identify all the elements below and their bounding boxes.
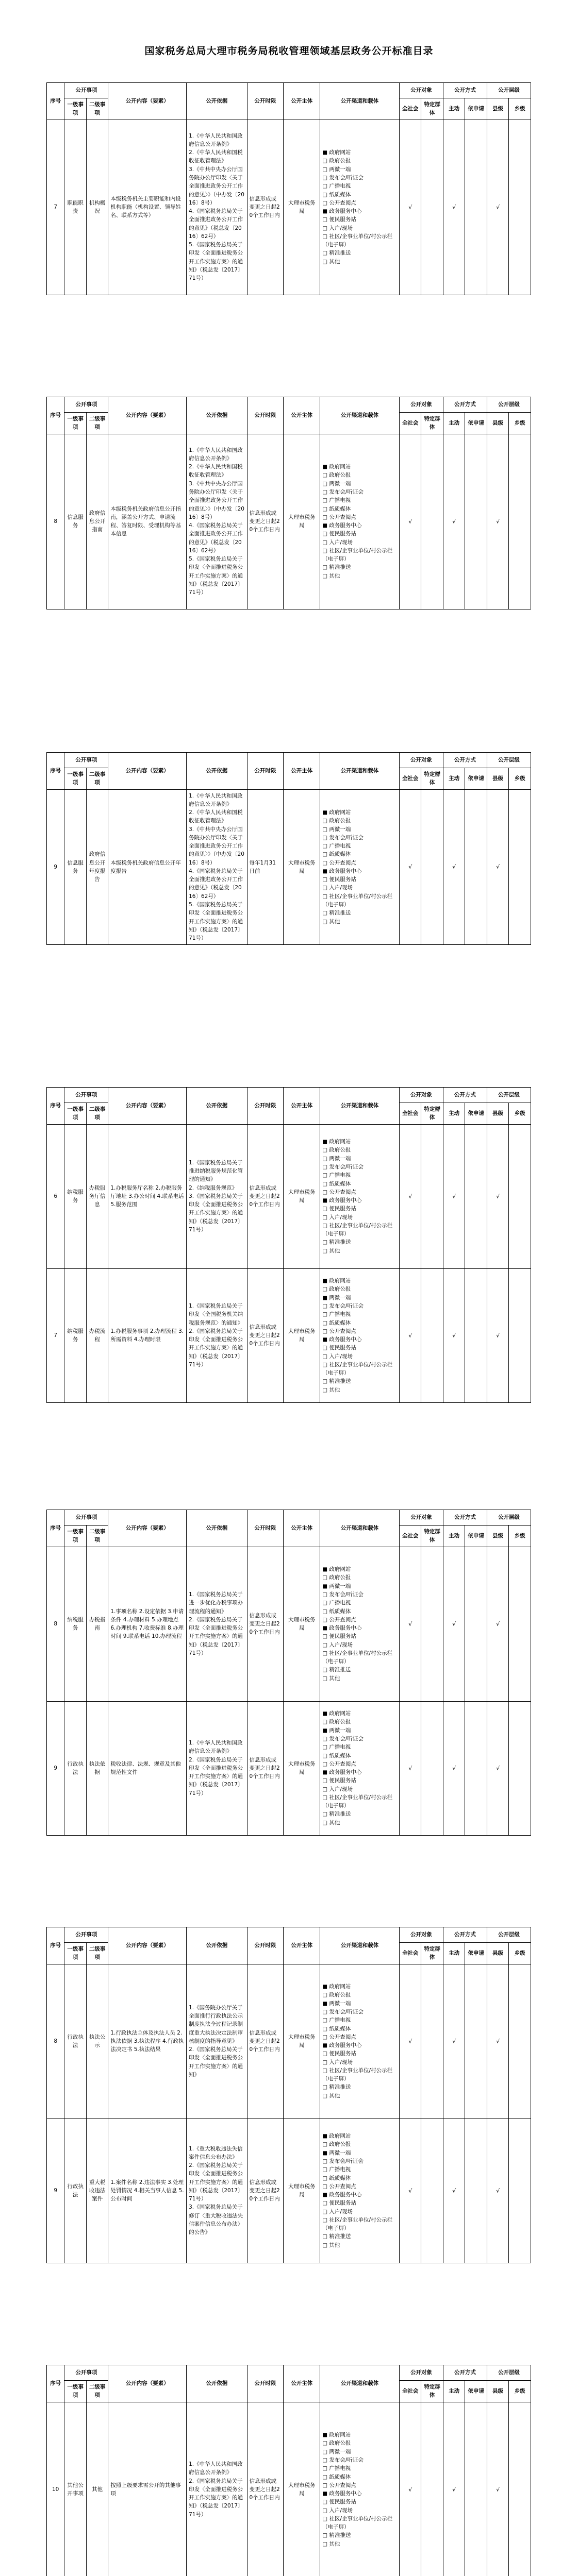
lvl2-header: 二级事项: [86, 1103, 108, 1125]
table-row: [47, 1268, 531, 1402]
subject-cell: 大理市税务局: [284, 1268, 320, 1402]
check-mark: [509, 789, 531, 945]
target-all-header: 全社会: [399, 1943, 421, 1964]
target-header: 公开对象: [399, 397, 443, 413]
table-row: [47, 120, 531, 295]
content-cell: 1.行政执法主体及执法人员 2.执法依据 3.执法程序 4.行政执法决定书 5.执法结果: [108, 1964, 187, 2119]
lvl2-cell: 办税指南: [86, 1547, 108, 1701]
check-mark: [465, 1268, 487, 1402]
level-header: 公开层级: [487, 1088, 531, 1103]
check-mark: [421, 1547, 443, 1701]
check-mark: [509, 2402, 531, 2576]
item-header: 公开事项: [64, 1927, 108, 1943]
check-mark: [465, 2119, 487, 2263]
header-row: [47, 83, 531, 98]
table-row: [47, 2119, 531, 2263]
lvl2-header: 二级事项: [86, 2381, 108, 2402]
basis-cell: 1.《重大税收违法失信案件信息公布办法》 2.《国家税务总局关于印发〈全面推进税务公开工作实施方案〉的通知》（税总发〔2017〕71号） 3.《国家税务总局关于修订〈重大税收违法失信案件信息公布办法〉的公告》: [187, 2119, 247, 2263]
content-header: 公开内容（要素）: [108, 2365, 187, 2402]
check-mark: [421, 2402, 443, 2576]
lvl1-cell: 信息服务: [64, 789, 86, 945]
seq-header: 序号: [47, 1927, 64, 1964]
channel-cell: ■ 政府网站 □ 政府公报 ■ 两微一端 □ 发布会/听证会 □ 广播电视 □ 纸质媒体 □ 公开查阅点 ■ 政务服务中心 □ 便民服务站 □ 入户/现场 □ 社区/企事业单位/村公示栏（电子屏） □ 精准推送 □ 其他: [320, 1701, 400, 1835]
check-mark: √: [399, 2119, 421, 2263]
subject-cell: 大理市税务局: [284, 1964, 320, 2119]
level-header: 公开层级: [487, 397, 531, 413]
target-all-header: 全社会: [399, 1526, 421, 1547]
lvl2-cell: 政府信息公开指南: [86, 434, 108, 609]
check-mark: √: [487, 2402, 508, 2576]
item-header: 公开事项: [64, 397, 108, 413]
seq-cell: 8: [47, 1547, 64, 1701]
target-header: 公开对象: [399, 1088, 443, 1103]
channel-cell: ■ 政府网站 □ 政府公报 ■ 两微一端 □ 发布会/听证会 □ 广播电视 □ 纸质媒体 □ 公开查阅点 ■ 政务服务中心 □ 便民服务站 □ 入户/现场 □ 社区/企事业单位/村公示栏（电子屏） □ 精准推送 □ 其他: [320, 1964, 400, 2119]
check-mark: √: [399, 1964, 421, 2119]
time-cell: 信息形成或变更之日起20个工作日内: [247, 434, 284, 609]
lvl1-header: 一级事项: [64, 2381, 86, 2402]
basis-cell: 1.《国务院办公厅关于全面推行行政执法公示制度执法全过程记录制度重大执法决定法制审核制度的指导意见》 2.《国家税务总局关于印发〈全面推进税务公开工作实施方案〉的通知》: [187, 1964, 247, 2119]
check-mark: √: [399, 1547, 421, 1701]
seq-header: 序号: [47, 2365, 64, 2402]
time-header: 公开时限: [247, 1088, 284, 1125]
target-specific-header: 特定群体: [421, 1103, 443, 1125]
mode-apply-header: 依申请: [465, 2381, 487, 2402]
target-header: 公开对象: [399, 753, 443, 768]
level-county-header: 县级: [487, 2381, 508, 2402]
lvl1-header: 一级事项: [64, 1943, 86, 1964]
lvl2-cell: 办税流程: [86, 1268, 108, 1402]
header-row: [47, 1510, 531, 1526]
catalog-table: [46, 1087, 531, 1403]
check-mark: √: [443, 1964, 465, 2119]
time-header: 公开时限: [247, 1927, 284, 1964]
mode-active-header: 主动: [443, 1526, 465, 1547]
item-header: 公开事项: [64, 1088, 108, 1103]
content-cell: 按照上级要求需公开的其他事项: [108, 2402, 187, 2576]
mode-apply-header: 依申请: [465, 1526, 487, 1547]
lvl1-cell: 其他公开事项: [64, 2402, 86, 2576]
channel-header: 公开渠道和载体: [320, 2365, 400, 2402]
seq-cell: 8: [47, 434, 64, 609]
mode-active-header: 主动: [443, 1103, 465, 1125]
mode-header: 公开方式: [443, 83, 487, 98]
target-specific-header: 特定群体: [421, 2381, 443, 2402]
check-mark: √: [443, 1124, 465, 1268]
mode-active-header: 主动: [443, 768, 465, 790]
time-cell: 每年1月31日前: [247, 789, 284, 945]
check-mark: [509, 434, 531, 609]
seq-header: 序号: [47, 397, 64, 434]
time-header: 公开时限: [247, 397, 284, 434]
mode-header: 公开方式: [443, 1927, 487, 1943]
target-header: 公开对象: [399, 83, 443, 98]
channel-header: 公开渠道和载体: [320, 397, 400, 434]
target-all-header: 全社会: [399, 98, 421, 120]
check-mark: √: [487, 1964, 508, 2119]
check-mark: [421, 2119, 443, 2263]
mode-apply-header: 依申请: [465, 98, 487, 120]
content-header: 公开内容（要素）: [108, 1088, 187, 1125]
check-mark: [509, 2119, 531, 2263]
channel-cell: ■ 政府网站 □ 政府公报 □ 两微一端 □ 发布会/听证会 □ 广播电视 □ 纸质媒体 □ 公开查阅点 ■ 政务服务中心 □ 便民服务站 □ 入户/现场 □ 社区/企事业单位/村公示栏（电子屏） □ 精准推送 □ 其他: [320, 2402, 400, 2576]
subject-cell: 大理市税务局: [284, 789, 320, 945]
level-header: 公开层级: [487, 83, 531, 98]
seq-cell: 7: [47, 120, 64, 295]
mode-active-header: 主动: [443, 1943, 465, 1964]
lvl1-header: 一级事项: [64, 1103, 86, 1125]
item-header: 公开事项: [64, 83, 108, 98]
time-cell: 信息形成或变更之日起20个工作日内: [247, 1701, 284, 1835]
check-mark: √: [487, 1701, 508, 1835]
time-cell: 信息形成或变更之日起20个工作日内: [247, 1547, 284, 1701]
target-specific-header: 特定群体: [421, 1526, 443, 1547]
mode-header: 公开方式: [443, 1088, 487, 1103]
basis-cell: 1.《中华人民共和国政府信息公开条例》 2.《中华人民共和国税收征收管理法》 3.《中共中央办公厅国务院办公厅印发〈关于全面推进政务公开工作的意见〉》（中办发〔2016〕8号） 4.《国家税务总局关于全面推进政务公开工作的意见》（税总发〔2016〕62号） 5.《国家税务总局关于印发〈全面推进税务公开工作实施方案〉的通知》（税总发〔2017〕71号）: [187, 789, 247, 945]
time-cell: 信息形成或变更之日起20个工作日内: [247, 1964, 284, 2119]
table-row: [47, 2402, 531, 2576]
level-town-header: 乡级: [509, 1103, 531, 1125]
channel-cell: ■ 政府网站 □ 政府公报 □ 两微一端 □ 发布会/听证会 □ 广播电视 □ 纸质媒体 □ 公开查阅点 ■ 政务服务中心 □ 便民服务站 □ 入户/现场 □ 社区/企事业单位/村公示栏（电子屏） □ 精准推送 □ 其他: [320, 1124, 400, 1268]
level-town-header: 乡级: [509, 413, 531, 434]
mode-apply-header: 依申请: [465, 413, 487, 434]
time-cell: 信息形成或变更之日起20个工作日内: [247, 120, 284, 295]
time-cell: 信息形成或变更之日起20个工作日内: [247, 2402, 284, 2576]
level-county-header: 县级: [487, 413, 508, 434]
check-mark: √: [443, 1268, 465, 1402]
mode-header: 公开方式: [443, 1510, 487, 1526]
channel-header: 公开渠道和载体: [320, 1510, 400, 1547]
header-row: [47, 397, 531, 413]
level-county-header: 县级: [487, 1103, 508, 1125]
target-specific-header: 特定群体: [421, 1943, 443, 1964]
lvl1-cell: 信息服务: [64, 434, 86, 609]
seq-header: 序号: [47, 83, 64, 120]
lvl1-cell: 纳税服务: [64, 1124, 86, 1268]
level-town-header: 乡级: [509, 2381, 531, 2402]
channel-header: 公开渠道和载体: [320, 753, 400, 790]
check-mark: [465, 434, 487, 609]
lvl2-header: 二级事项: [86, 98, 108, 120]
lvl2-cell: 其他: [86, 2402, 108, 2576]
subject-header: 公开主体: [284, 753, 320, 790]
check-mark: √: [443, 120, 465, 295]
mode-header: 公开方式: [443, 397, 487, 413]
check-mark: √: [487, 1268, 508, 1402]
header-row: [47, 753, 531, 768]
basis-cell: 1.《中华人民共和国政府信息公开条例》 2.《中华人民共和国税收征收管理法》 3.《中共中央办公厅国务院办公厅印发〈关于全面推进政务公开工作的意见〉》（中办发〔2016〕8号） 4.《国家税务总局关于全面推进政务公开工作的意见》（税总发〔2016〕62号） 5.《国家税务总局关于印发〈全面推进税务公开工作实施方案〉的通知》（税总发〔2017〕71号）: [187, 120, 247, 295]
check-mark: √: [399, 1268, 421, 1402]
mode-header: 公开方式: [443, 2365, 487, 2381]
subject-cell: 大理市税务局: [284, 2402, 320, 2576]
check-mark: √: [487, 1124, 508, 1268]
check-mark: [465, 120, 487, 295]
mode-header: 公开方式: [443, 753, 487, 768]
check-mark: √: [399, 1701, 421, 1835]
mode-apply-header: 依申请: [465, 1103, 487, 1125]
check-mark: [421, 1124, 443, 1268]
basis-header: 公开依据: [187, 2365, 247, 2402]
check-mark: √: [443, 2402, 465, 2576]
check-mark: [465, 1701, 487, 1835]
seq-header: 序号: [47, 753, 64, 790]
seq-header: 序号: [47, 1510, 64, 1547]
time-header: 公开时限: [247, 83, 284, 120]
table-row: [47, 1124, 531, 1268]
basis-header: 公开依据: [187, 753, 247, 790]
check-mark: √: [487, 789, 508, 945]
check-mark: √: [443, 434, 465, 609]
mode-active-header: 主动: [443, 413, 465, 434]
subject-header: 公开主体: [284, 83, 320, 120]
basis-cell: 1.《国家税务总局关于进一步优化办税事项办理流程的通知》 2.《国家税务总局关于印发〈全面推进税务公开工作实施方案〉的通知》（税总发〔2017〕71号）: [187, 1547, 247, 1701]
subject-header: 公开主体: [284, 1510, 320, 1547]
level-town-header: 乡级: [509, 1526, 531, 1547]
basis-cell: 1.《国家税务总局关于推进纳税服务规范化管理的通知》 2.《纳税服务规范》 3.《国家税务总局关于印发〈全面推进税务公开工作实施方案〉的通知》（税总发〔2017〕71号）: [187, 1124, 247, 1268]
subject-cell: 大理市税务局: [284, 1124, 320, 1268]
lvl1-header: 一级事项: [64, 98, 86, 120]
target-header: 公开对象: [399, 1927, 443, 1943]
header-row: [47, 1927, 531, 1943]
subject-header: 公开主体: [284, 1088, 320, 1125]
catalog-table: [46, 397, 531, 609]
lvl2-cell: 执法公示: [86, 1964, 108, 2119]
check-mark: [509, 1701, 531, 1835]
subject-header: 公开主体: [284, 1927, 320, 1964]
content-cell: 1.案件名称 2.违法事实 3.处理处罚情况 4.相关当事人信息 5.公布时间: [108, 2119, 187, 2263]
subject-cell: 大理市税务局: [284, 434, 320, 609]
lvl2-cell: 办税服务厅信息: [86, 1124, 108, 1268]
check-mark: √: [443, 789, 465, 945]
table-row: [47, 434, 531, 609]
content-header: 公开内容（要素）: [108, 397, 187, 434]
time-cell: 信息形成或变更之日起20个工作日内: [247, 2119, 284, 2263]
mode-active-header: 主动: [443, 98, 465, 120]
content-cell: 1.办税服务事项 2.办理流程 3.所需资料 4.办理时限: [108, 1268, 187, 1402]
check-mark: [509, 120, 531, 295]
channel-cell: ■ 政府网站 □ 政府公报 □ 两微一端 □ 发布会/听证会 □ 广播电视 □ 纸质媒体 □ 公开查阅点 ■ 政务服务中心 □ 便民服务站 □ 入户/现场 □ 社区/企事业单位/村公示栏（电子屏） □ 精准推送 □ 其他: [320, 434, 400, 609]
time-header: 公开时限: [247, 753, 284, 790]
target-all-header: 全社会: [399, 413, 421, 434]
subject-cell: 大理市税务局: [284, 1701, 320, 1835]
content-header: 公开内容（要素）: [108, 1927, 187, 1964]
time-header: 公开时限: [247, 2365, 284, 2402]
check-mark: [465, 1124, 487, 1268]
channel-cell: ■ 政府网站 □ 政府公报 ■ 两微一端 □ 发布会/听证会 □ 广播电视 □ 纸质媒体 □ 公开查阅点 ■ 政务服务中心 □ 便民服务站 □ 入户/现场 □ 社区/企事业单位/村公示栏（电子屏） □ 精准推送 □ 其他: [320, 2119, 400, 2263]
level-county-header: 县级: [487, 768, 508, 790]
lvl1-cell: 行政执法: [64, 2119, 86, 2263]
content-cell: 税收法律、法规、规章及其他规范性文件: [108, 1701, 187, 1835]
level-town-header: 乡级: [509, 768, 531, 790]
lvl1-cell: 纳税服务: [64, 1547, 86, 1701]
lvl1-cell: 行政执法: [64, 1701, 86, 1835]
target-header: 公开对象: [399, 2365, 443, 2381]
check-mark: √: [487, 120, 508, 295]
catalog-table: [46, 1927, 531, 2263]
channel-header: 公开渠道和载体: [320, 83, 400, 120]
basis-header: 公开依据: [187, 1088, 247, 1125]
level-header: 公开层级: [487, 1510, 531, 1526]
lvl1-header: 一级事项: [64, 768, 86, 790]
content-cell: 本级税务机关政府信息公开年度报告: [108, 789, 187, 945]
check-mark: [465, 2402, 487, 2576]
content-header: 公开内容（要素）: [108, 83, 187, 120]
content-header: 公开内容（要素）: [108, 753, 187, 790]
target-header: 公开对象: [399, 1510, 443, 1526]
page-title: 国家税务总局大理市税务局税收管理领域基层政务公开标准目录: [144, 45, 434, 57]
level-town-header: 乡级: [509, 1943, 531, 1964]
check-mark: √: [399, 2402, 421, 2576]
level-header: 公开层级: [487, 1927, 531, 1943]
catalog-table: [46, 1510, 531, 1836]
check-mark: [421, 1964, 443, 2119]
check-mark: √: [443, 2119, 465, 2263]
basis-header: 公开依据: [187, 1510, 247, 1547]
channel-cell: ■ 政府网站 □ 政府公报 □ 两微一端 □ 发布会/听证会 □ 广播电视 □ 纸质媒体 □ 公开查阅点 ■ 政务服务中心 □ 便民服务站 □ 入户/现场 □ 社区/企事业单位/村公示栏（电子屏） □ 精准推送 □ 其他: [320, 789, 400, 945]
item-header: 公开事项: [64, 753, 108, 768]
basis-cell: 1.《中华人民共和国政府信息公开条例》 2.《中华人民共和国税收征收管理法》 3.《中共中央办公厅国务院办公厅印发〈关于全面推进政务公开工作的意见〉》（中办发〔2016〕8号） 4.《国家税务总局关于全面推进政务公开工作的意见》（税总发〔2016〕62号） 5.《国家税务总局关于印发〈全面推进税务公开工作实施方案〉的通知》（税总发〔2017〕71号）: [187, 434, 247, 609]
target-specific-header: 特定群体: [421, 98, 443, 120]
check-mark: [465, 1547, 487, 1701]
content-cell: 1.事项名称 2.设定依据 3.申请条件 4.办理材料 5.办理地点 6.办理机构 7.收费标准 8.办理时间 9.联系电话 10.办理流程: [108, 1547, 187, 1701]
lvl1-cell: 行政执法: [64, 1964, 86, 2119]
check-mark: [421, 1268, 443, 1402]
subject-cell: 大理市税务局: [284, 120, 320, 295]
level-county-header: 县级: [487, 98, 508, 120]
check-mark: [421, 1701, 443, 1835]
check-mark: [421, 120, 443, 295]
mode-active-header: 主动: [443, 2381, 465, 2402]
level-header: 公开层级: [487, 753, 531, 768]
basis-header: 公开依据: [187, 397, 247, 434]
mode-apply-header: 依申请: [465, 1943, 487, 1964]
channel-cell: ■ 政府网站 □ 政府公报 ■ 两微一端 □ 发布会/听证会 □ 广播电视 □ 纸质媒体 □ 公开查阅点 ■ 政务服务中心 □ 便民服务站 □ 入户/现场 □ 社区/企事业单位/村公示栏（电子屏） □ 精准推送 □ 其他: [320, 1547, 400, 1701]
seq-cell: 9: [47, 789, 64, 945]
header-row: [47, 2365, 531, 2381]
catalog-table: [46, 82, 531, 295]
seq-cell: 10: [47, 2402, 64, 2576]
check-mark: [509, 1268, 531, 1402]
seq-cell: 7: [47, 1268, 64, 1402]
basis-header: 公开依据: [187, 83, 247, 120]
level-county-header: 县级: [487, 1943, 508, 1964]
channel-cell: ■ 政府网站 □ 政府公报 ■ 两微一端 □ 发布会/听证会 □ 广播电视 □ 纸质媒体 □ 公开查阅点 ■ 政务服务中心 □ 便民服务站 □ 入户/现场 □ 社区/企事业单位/村公示栏（电子屏） □ 精准推送 □ 其他: [320, 1268, 400, 1402]
level-county-header: 县级: [487, 1526, 508, 1547]
catalog-table: [46, 2365, 531, 2576]
lvl2-cell: 政府信息公开年度报告: [86, 789, 108, 945]
subject-cell: 大理市税务局: [284, 1547, 320, 1701]
lvl1-cell: 纳税服务: [64, 1268, 86, 1402]
content-cell: 本级税务机关主要职能和内设机构职能（机构设置、领导姓名、联系方式等）: [108, 120, 187, 295]
subject-header: 公开主体: [284, 2365, 320, 2402]
lvl2-header: 二级事项: [86, 1943, 108, 1964]
time-cell: 信息形成或变更之日起20个工作日内: [247, 1268, 284, 1402]
content-cell: 1.办税服务厅名称 2.办税服务厅地址 3.办公时间 4.联系电话 5.服务范围: [108, 1124, 187, 1268]
lvl2-cell: 执法依据: [86, 1701, 108, 1835]
item-header: 公开事项: [64, 1510, 108, 1526]
table-row: [47, 1964, 531, 2119]
table-row: [47, 1547, 531, 1701]
check-mark: √: [487, 434, 508, 609]
level-header: 公开层级: [487, 2365, 531, 2381]
time-header: 公开时限: [247, 1510, 284, 1547]
table-row: [47, 789, 531, 945]
item-header: 公开事项: [64, 2365, 108, 2381]
catalog-table: [46, 752, 531, 945]
target-all-header: 全社会: [399, 768, 421, 790]
target-all-header: 全社会: [399, 1103, 421, 1125]
channel-cell: ■ 政府网站 □ 政府公报 □ 两微一端 □ 发布会/听证会 □ 广播电视 □ 纸质媒体 □ 公开查阅点 ■ 政务服务中心 □ 便民服务站 □ 入户/现场 □ 社区/企事业单位/村公示栏（电子屏） □ 精准推送 □ 其他: [320, 120, 400, 295]
seq-cell: 9: [47, 1701, 64, 1835]
content-header: 公开内容（要素）: [108, 1510, 187, 1547]
level-town-header: 乡级: [509, 98, 531, 120]
lvl2-header: 二级事项: [86, 1526, 108, 1547]
check-mark: [421, 434, 443, 609]
check-mark: [509, 1547, 531, 1701]
lvl1-cell: 职能职责: [64, 120, 86, 295]
channel-header: 公开渠道和载体: [320, 1927, 400, 1964]
target-specific-header: 特定群体: [421, 768, 443, 790]
lvl1-header: 一级事项: [64, 1526, 86, 1547]
check-mark: √: [443, 1701, 465, 1835]
header-row: [47, 1088, 531, 1103]
lvl1-header: 一级事项: [64, 413, 86, 434]
mode-apply-header: 依申请: [465, 768, 487, 790]
check-mark: √: [487, 1547, 508, 1701]
basis-cell: 1.《中华人民共和国政府信息公开条例》 2.《国家税务总局关于印发〈全面推进税务公开工作实施方案〉的通知》（税总发〔2017〕71号）: [187, 1701, 247, 1835]
lvl2-header: 二级事项: [86, 413, 108, 434]
check-mark: [465, 789, 487, 945]
channel-header: 公开渠道和载体: [320, 1088, 400, 1125]
lvl2-header: 二级事项: [86, 768, 108, 790]
check-mark: √: [399, 120, 421, 295]
seq-header: 序号: [47, 1088, 64, 1125]
content-cell: 本级税务机关政府信息公开指南，涵盖公开方式、申请流程、答复时限、受理机构等基本信息: [108, 434, 187, 609]
check-mark: [421, 789, 443, 945]
check-mark: √: [399, 789, 421, 945]
basis-cell: 1.《国家税务总局关于印发〈全国税务机关纳税服务规范〉的通知》 2.《国家税务总局关于印发〈全面推进税务公开工作实施方案〉的通知》（税总发〔2017〕71号）: [187, 1268, 247, 1402]
check-mark: [465, 1964, 487, 2119]
basis-header: 公开依据: [187, 1927, 247, 1964]
seq-cell: 8: [47, 1964, 64, 2119]
check-mark: √: [487, 2119, 508, 2263]
table-row: [47, 1701, 531, 1835]
subject-cell: 大理市税务局: [284, 2119, 320, 2263]
check-mark: √: [443, 1547, 465, 1701]
lvl2-cell: 重大税收违法案件: [86, 2119, 108, 2263]
seq-cell: 6: [47, 1124, 64, 1268]
target-all-header: 全社会: [399, 2381, 421, 2402]
check-mark: √: [399, 434, 421, 609]
check-mark: √: [399, 1124, 421, 1268]
subject-header: 公开主体: [284, 397, 320, 434]
check-mark: [509, 1124, 531, 1268]
check-mark: [509, 1964, 531, 2119]
basis-cell: 1.《中华人民共和国政府信息公开条例》 2.《国家税务总局关于印发〈全面推进税务公开工作实施方案〉的通知》（税总发〔2017〕71号）: [187, 2402, 247, 2576]
time-cell: 信息形成或变更之日起20个工作日内: [247, 1124, 284, 1268]
seq-cell: 9: [47, 2119, 64, 2263]
target-specific-header: 特定群体: [421, 413, 443, 434]
lvl2-cell: 机构概况: [86, 120, 108, 295]
